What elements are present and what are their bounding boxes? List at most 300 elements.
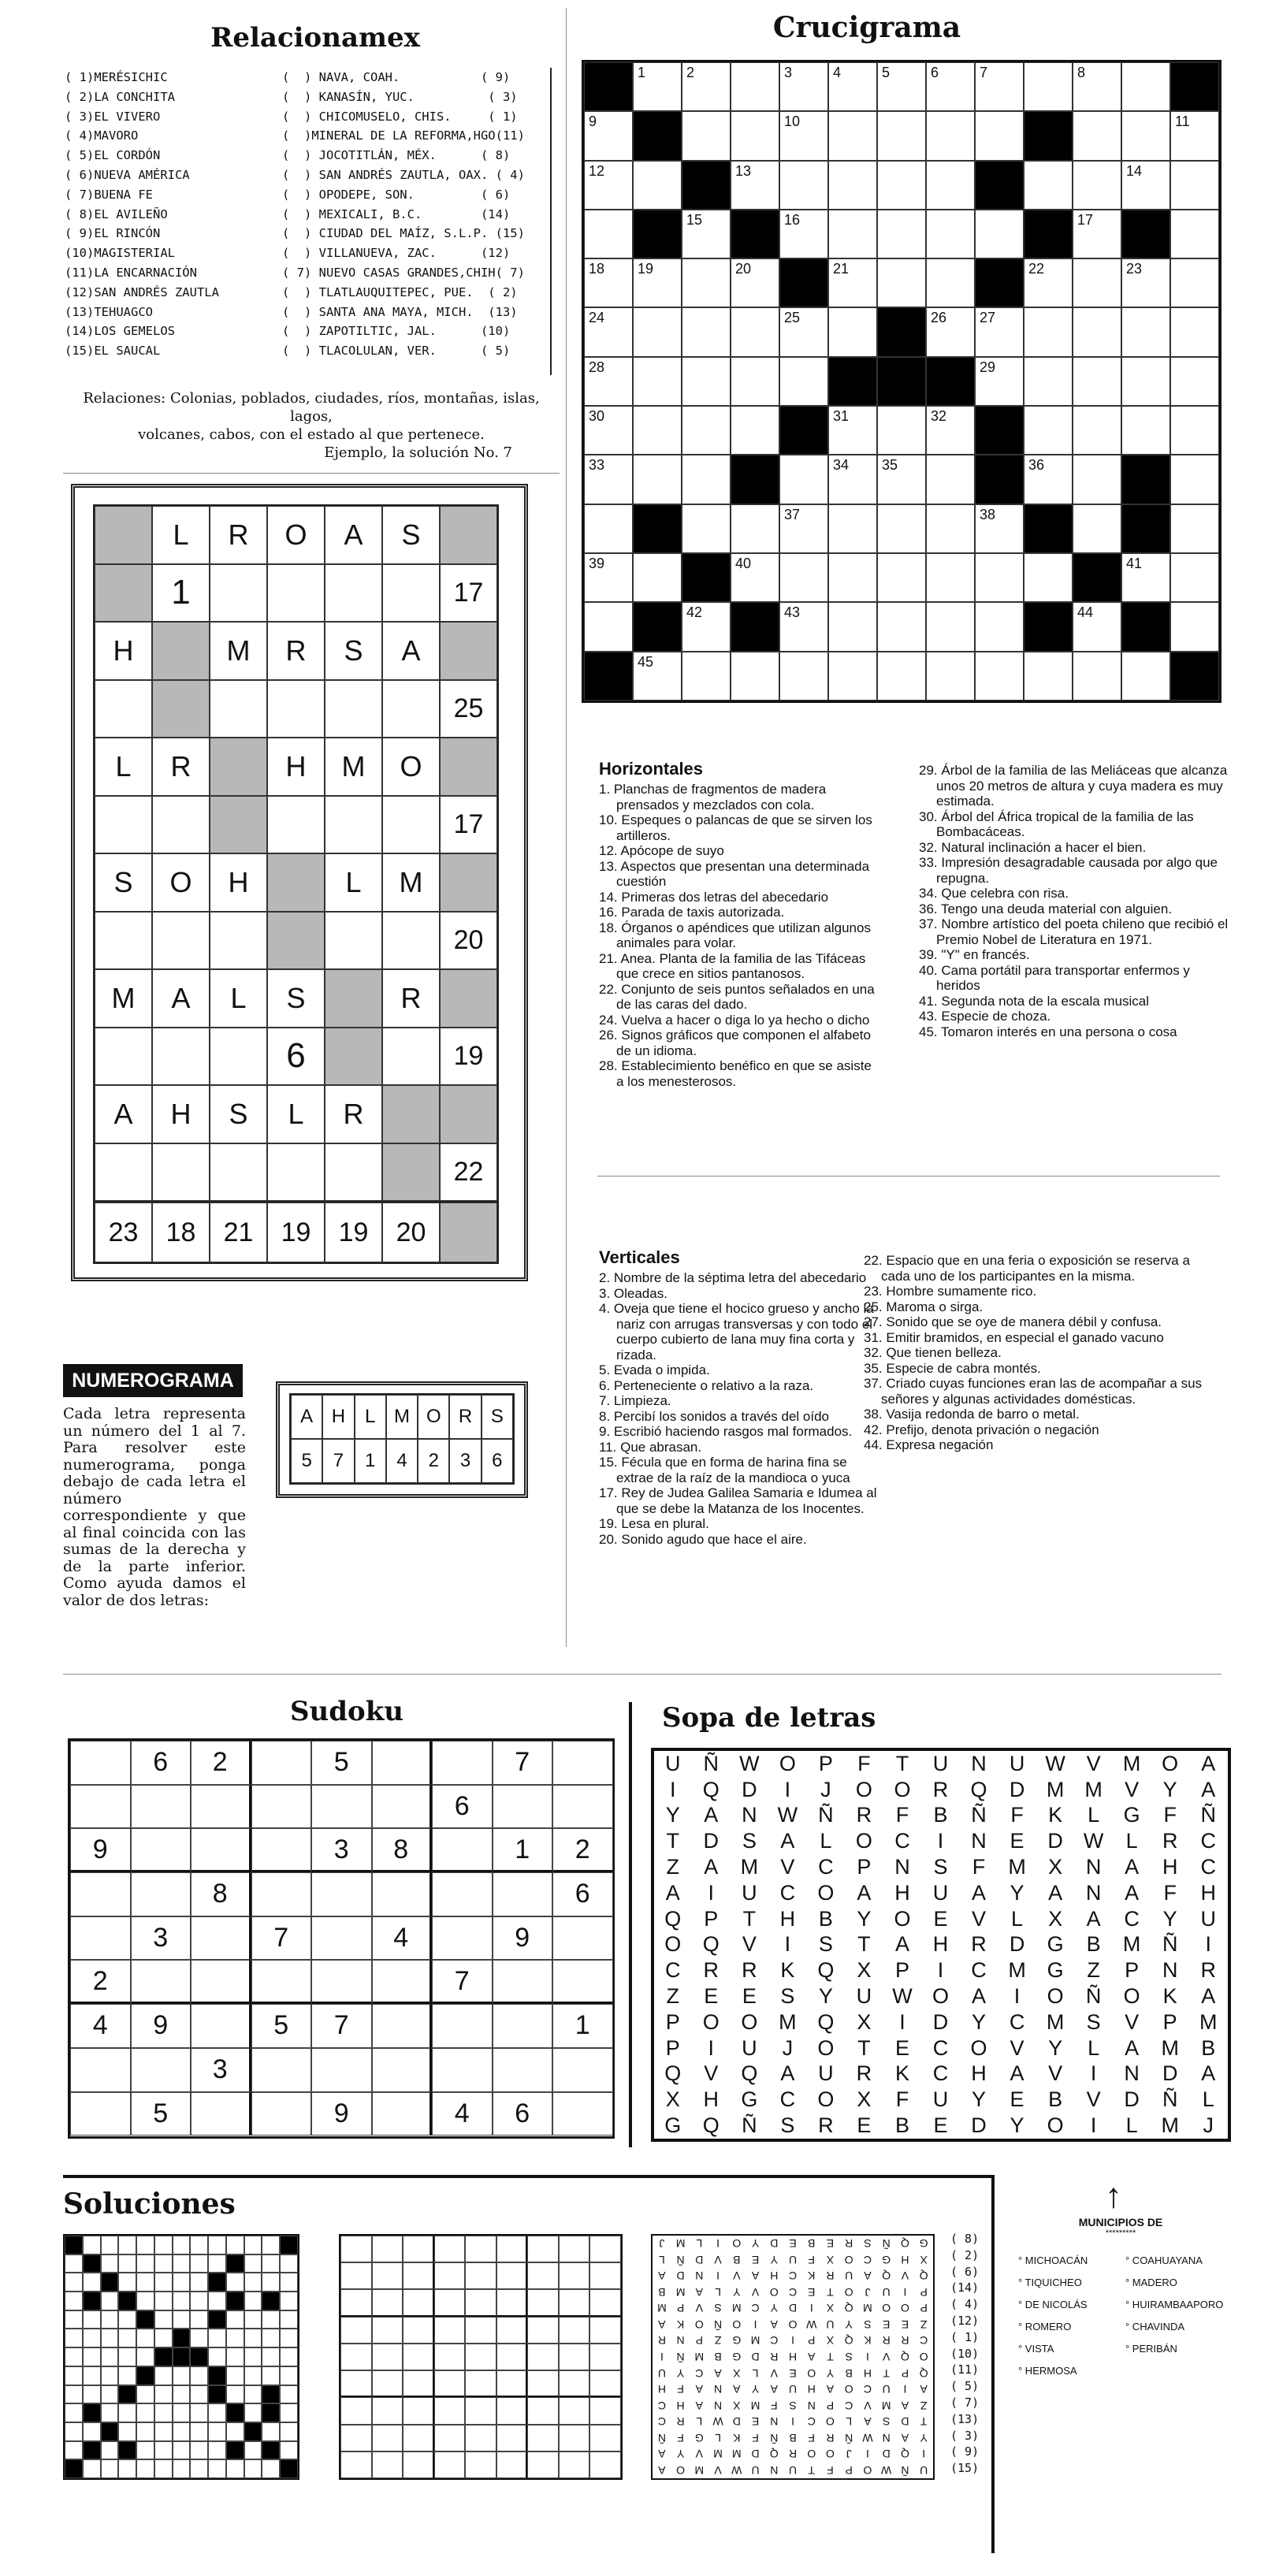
word-search-letter[interactable]: E [933, 2113, 949, 2138]
sudoku-empty-cell[interactable] [311, 2048, 372, 2092]
crossword-cell[interactable] [1024, 62, 1073, 111]
sudoku-empty-cell[interactable] [131, 1785, 192, 1829]
sudoku-empty-cell[interactable] [493, 2004, 553, 2048]
crossword-cell[interactable] [975, 210, 1024, 258]
word-search-letter[interactable]: Q [702, 2113, 720, 2138]
crossword-cell[interactable] [1170, 307, 1219, 356]
word-search-letter[interactable]: C [971, 1958, 987, 1983]
crossword-cell[interactable] [1024, 258, 1073, 307]
sudoku-empty-cell[interactable] [432, 2004, 493, 2048]
sudoku-empty-cell[interactable] [191, 2092, 251, 2136]
crossword-cell[interactable] [1170, 406, 1219, 455]
word-search-letter[interactable]: S [780, 2113, 796, 2138]
crossword-cell[interactable] [1024, 455, 1073, 504]
word-search-letter[interactable]: P [665, 2009, 681, 2034]
crossword-cell[interactable] [877, 62, 926, 111]
numerograma-cell[interactable] [95, 1143, 152, 1202]
crossword-cell[interactable] [926, 62, 975, 111]
crossword-cell[interactable] [779, 504, 828, 553]
numerograma-grid[interactable] [93, 504, 499, 1203]
word-search-letter[interactable]: D [1047, 1829, 1064, 1853]
crossword-cell[interactable] [779, 62, 828, 111]
sudoku-empty-cell[interactable] [70, 2092, 131, 2136]
crossword-cell[interactable] [828, 62, 877, 111]
word-search-letter[interactable]: L [1088, 2035, 1101, 2060]
word-search-letter[interactable]: V [972, 1906, 987, 1931]
crossword-cell[interactable] [682, 455, 731, 504]
crossword-cell[interactable] [1073, 504, 1121, 553]
word-search-letter[interactable]: M [1122, 1932, 1142, 1957]
word-search-letter[interactable]: E [894, 2035, 910, 2060]
crossword-cell[interactable] [682, 602, 731, 651]
word-search-letter[interactable]: O [894, 1906, 912, 1931]
numerograma-cell[interactable] [267, 1143, 325, 1202]
word-search-letter[interactable]: A [1125, 2035, 1140, 2060]
word-search-letter[interactable]: G [664, 2113, 682, 2138]
crossword-cell[interactable] [1170, 553, 1219, 602]
word-search-letter[interactable]: C [932, 2061, 950, 2086]
crossword-cell[interactable] [682, 62, 731, 111]
crossword-cell[interactable] [828, 652, 877, 701]
word-search-letter[interactable]: A [972, 1880, 987, 1905]
crossword-cell[interactable] [682, 111, 731, 160]
word-search-letter[interactable]: A [1010, 2061, 1025, 2086]
word-search-letter[interactable]: C [1200, 1829, 1217, 1853]
crossword-cell[interactable] [926, 161, 975, 210]
word-search-letter[interactable]: I [899, 2009, 906, 2034]
crossword-cell[interactable] [1121, 357, 1170, 406]
word-search-letter[interactable]: R [742, 1958, 758, 1983]
crossword-cell[interactable] [1024, 161, 1073, 210]
crossword-cell[interactable] [1073, 652, 1121, 701]
sudoku-empty-cell[interactable] [251, 1960, 312, 2004]
word-search-letter[interactable]: N [971, 1829, 987, 1853]
word-search-letter[interactable]: S [1086, 2009, 1102, 2034]
crossword-cell[interactable] [1024, 307, 1073, 356]
numerograma-cell[interactable] [210, 680, 267, 738]
word-search-letter[interactable]: V [1086, 2087, 1102, 2112]
sudoku-empty-cell[interactable] [70, 1916, 131, 1961]
crossword-cell[interactable] [731, 406, 779, 455]
crossword-cell[interactable] [1073, 602, 1121, 651]
word-search-letter[interactable]: A [1125, 1880, 1140, 1905]
crossword-cell[interactable] [1073, 111, 1121, 160]
word-search-letter[interactable]: A [857, 1880, 872, 1905]
word-search-letter[interactable]: S [933, 1855, 949, 1879]
word-search-letter[interactable]: K [894, 2061, 910, 2086]
crossword-cell[interactable] [731, 504, 779, 553]
crossword-cell[interactable] [1073, 258, 1121, 307]
word-search-letter[interactable]: U [1200, 1906, 1217, 1931]
sudoku-empty-cell[interactable] [552, 2048, 613, 2092]
crossword-cell[interactable] [584, 258, 633, 307]
crossword-cell[interactable] [633, 553, 682, 602]
word-search-letter[interactable]: M [779, 2009, 798, 2034]
crossword-cell[interactable] [975, 602, 1024, 651]
word-search-letter[interactable]: Z [1087, 1958, 1101, 1983]
crossword-cell[interactable] [828, 504, 877, 553]
crossword-cell[interactable] [779, 111, 828, 160]
word-search-letter[interactable]: F [1163, 1880, 1177, 1905]
word-search-letter[interactable]: H [703, 2087, 720, 2112]
word-search-letter[interactable]: I [1013, 1984, 1021, 2009]
word-search-letter[interactable]: P [704, 1906, 720, 1931]
word-search-letter[interactable]: V [704, 2061, 720, 2086]
word-search-letter[interactable]: K [1162, 1984, 1178, 2009]
word-search-letter[interactable]: M [1046, 2009, 1065, 2034]
crossword-cell[interactable] [731, 161, 779, 210]
sudoku-empty-cell[interactable] [493, 2048, 553, 2092]
word-search-letter[interactable]: N [894, 1855, 911, 1879]
crossword-cell[interactable] [1121, 652, 1170, 701]
word-search-letter[interactable]: X [665, 2087, 681, 2112]
word-search-letter[interactable]: S [780, 1984, 796, 2009]
crossword-cell[interactable] [1170, 602, 1219, 651]
crossword-cell[interactable] [975, 111, 1024, 160]
numerograma-cell[interactable] [325, 796, 382, 854]
word-search-letter[interactable]: A [780, 1829, 796, 1853]
word-search-letter[interactable]: Z [666, 1984, 681, 2009]
word-search-letter[interactable]: R [856, 1803, 873, 1827]
crossword-cell[interactable] [877, 161, 926, 210]
word-search-letter[interactable]: R [703, 1958, 720, 1983]
word-search-letter[interactable]: O [1047, 2113, 1065, 2138]
word-search-letter[interactable]: F [1163, 1803, 1177, 1827]
word-search-letter[interactable]: V [742, 1932, 757, 1957]
word-search-letter[interactable]: L [820, 1829, 833, 1853]
word-search-letter[interactable]: M [1008, 1958, 1027, 1983]
crossword-cell[interactable] [828, 602, 877, 651]
sudoku-empty-cell[interactable] [372, 2048, 433, 2092]
sudoku-empty-cell[interactable] [251, 2092, 312, 2136]
crossword-cell[interactable] [926, 210, 975, 258]
word-search-letter[interactable]: Q [970, 1777, 988, 1801]
word-search-letter[interactable]: M [1199, 2009, 1218, 2034]
word-search-letter[interactable]: C [818, 1855, 835, 1879]
word-search-letter[interactable]: V [1125, 1777, 1140, 1801]
word-search-letter[interactable]: H [932, 1932, 950, 1957]
crossword-cell[interactable] [877, 258, 926, 307]
sudoku-empty-cell[interactable] [191, 1828, 251, 1872]
crossword-cell[interactable] [1121, 111, 1170, 160]
crossword-cell[interactable] [1170, 504, 1219, 553]
word-search-letter[interactable]: A [972, 1984, 987, 2009]
word-search-letter[interactable]: U [818, 2061, 835, 2086]
crossword-cell[interactable] [1073, 307, 1121, 356]
crossword-cell[interactable] [1073, 62, 1121, 111]
crossword-cell[interactable] [975, 357, 1024, 406]
sudoku-empty-cell[interactable] [311, 1785, 372, 1829]
crossword-cell[interactable] [1121, 258, 1170, 307]
word-search-letter[interactable]: W [777, 1803, 799, 1827]
sudoku-empty-cell[interactable] [131, 2048, 192, 2092]
word-search-letter[interactable]: T [895, 1751, 910, 1775]
word-search-letter[interactable]: D [703, 1829, 720, 1853]
crossword-cell[interactable] [1121, 553, 1170, 602]
word-search-letter[interactable]: P [857, 1855, 872, 1879]
word-search-letter[interactable]: A [1201, 1777, 1217, 1801]
word-search-letter[interactable]: B [933, 1803, 949, 1827]
numerograma-cell[interactable] [382, 912, 440, 970]
crossword-cell[interactable] [682, 210, 731, 258]
word-search-letter[interactable]: Y [1048, 2035, 1064, 2060]
word-search-letter[interactable]: Q [702, 1932, 720, 1957]
word-search-letter[interactable]: C [1200, 1855, 1217, 1879]
word-search-letter[interactable]: Ñ [1162, 2087, 1179, 2112]
sudoku-empty-cell[interactable] [372, 1785, 433, 1829]
sudoku-empty-cell[interactable] [372, 1741, 433, 1785]
crossword-cell[interactable] [877, 210, 926, 258]
crossword-cell[interactable] [828, 161, 877, 210]
word-search-letter[interactable]: Ñ [971, 1803, 987, 1827]
crossword-cell[interactable] [584, 406, 633, 455]
crossword-cell[interactable] [731, 258, 779, 307]
sudoku-empty-cell[interactable] [191, 1785, 251, 1829]
word-search-letter[interactable]: Y [1010, 1880, 1025, 1905]
word-search-letter[interactable]: P [818, 1751, 834, 1775]
sudoku-empty-cell[interactable] [372, 2004, 433, 2048]
word-search-letter[interactable]: Y [972, 2087, 987, 2112]
sudoku-empty-cell[interactable] [552, 1785, 613, 1829]
sudoku-empty-cell[interactable] [493, 1960, 553, 2004]
crossword-cell[interactable] [1073, 406, 1121, 455]
crossword-cell[interactable] [633, 357, 682, 406]
word-search-letter[interactable]: T [742, 1906, 757, 1931]
sudoku-empty-cell[interactable] [191, 1916, 251, 1961]
word-search-letter[interactable]: B [1201, 2035, 1217, 2060]
crossword-cell[interactable] [779, 161, 828, 210]
crossword-cell[interactable] [779, 553, 828, 602]
word-search-letter[interactable]: M [1122, 1751, 1142, 1775]
word-search-letter[interactable]: O [894, 1777, 912, 1801]
crossword-cell[interactable] [975, 307, 1024, 356]
numerograma-cell[interactable] [267, 796, 325, 854]
word-search-letter[interactable]: H [894, 1880, 911, 1905]
word-search-letter[interactable]: I [1090, 2061, 1098, 2086]
crossword-cell[interactable] [828, 111, 877, 160]
word-search-letter[interactable]: R [1162, 1829, 1179, 1853]
crossword-cell[interactable] [682, 357, 731, 406]
word-search-letter[interactable]: N [971, 1751, 987, 1775]
numerograma-cell[interactable] [267, 680, 325, 738]
word-search-letter[interactable]: C [665, 1958, 682, 1983]
word-search-letter[interactable]: P [665, 2035, 681, 2060]
sudoku-empty-cell[interactable] [70, 1872, 131, 1916]
numerograma-cell[interactable] [267, 564, 325, 623]
word-search-letter[interactable]: E [704, 1984, 720, 2009]
word-search-letter[interactable]: A [1201, 1984, 1217, 2009]
word-search-letter[interactable]: Ñ [818, 1803, 835, 1827]
word-search-letter[interactable]: J [782, 2035, 794, 2060]
crossword-cell[interactable] [1170, 357, 1219, 406]
word-search-letter[interactable]: X [1048, 1855, 1064, 1879]
sudoku-empty-cell[interactable] [493, 1872, 553, 1916]
crossword-cell[interactable] [584, 455, 633, 504]
sudoku-empty-cell[interactable] [372, 1960, 433, 2004]
word-search-letter[interactable]: E [933, 1906, 949, 1931]
crossword-cell[interactable] [926, 652, 975, 701]
word-search-letter[interactable]: N [1162, 1958, 1179, 1983]
crossword-cell[interactable] [1170, 111, 1219, 160]
sudoku-empty-cell[interactable] [552, 1960, 613, 2004]
crossword-cell[interactable] [828, 210, 877, 258]
crossword-cell[interactable] [779, 455, 828, 504]
word-search-letter[interactable]: Y [857, 1906, 872, 1931]
word-search-letter[interactable]: O [1162, 1751, 1180, 1775]
sudoku-empty-cell[interactable] [70, 1741, 131, 1785]
word-search-letter[interactable]: A [665, 1880, 681, 1905]
crossword-cell[interactable] [1170, 258, 1219, 307]
numerograma-cell[interactable] [325, 564, 382, 623]
word-search-letter[interactable]: X [857, 1958, 872, 1983]
numerograma-cell[interactable] [152, 1028, 210, 1086]
word-search-letter[interactable]: M [1046, 1777, 1065, 1801]
word-search-letter[interactable]: M [1084, 1777, 1103, 1801]
numerograma-cell[interactable]: 6 [267, 1028, 325, 1086]
word-search-letter[interactable]: Ñ [1085, 1984, 1103, 2009]
word-search-letter[interactable]: Y [972, 2009, 987, 2034]
crossword-cell[interactable] [877, 111, 926, 160]
word-search-letter[interactable]: X [857, 2009, 872, 2034]
crossword-cell[interactable] [1121, 307, 1170, 356]
crossword-cell[interactable] [1024, 406, 1073, 455]
numerograma-cell[interactable] [382, 796, 440, 854]
word-search-letter[interactable]: A [704, 1855, 720, 1879]
word-search-letter[interactable]: X [857, 2087, 872, 2112]
crossword-cell[interactable] [633, 62, 682, 111]
crossword-cell[interactable] [731, 553, 779, 602]
word-search-letter[interactable]: Ñ [1200, 1803, 1217, 1827]
crossword-cell[interactable] [1073, 161, 1121, 210]
sudoku-empty-cell[interactable] [251, 1828, 312, 1872]
word-search-letter[interactable]: C [779, 2087, 797, 2112]
word-search-letter[interactable]: H [1162, 1855, 1179, 1879]
word-search-letter[interactable]: U [742, 1880, 758, 1905]
word-search-letter[interactable]: D [1124, 2087, 1140, 2112]
word-search-letter[interactable]: V [780, 1855, 796, 1879]
word-search-letter[interactable]: P [1162, 2009, 1178, 2034]
word-search-letter[interactable]: S [818, 1932, 834, 1957]
numerograma-cell[interactable] [210, 1143, 267, 1202]
crossword-cell[interactable] [633, 455, 682, 504]
word-search-letter[interactable]: M [1161, 2035, 1180, 2060]
crossword-cell[interactable] [779, 357, 828, 406]
word-search-letter[interactable]: Z [666, 1855, 681, 1879]
sudoku-empty-cell[interactable] [552, 1916, 613, 1961]
crossword-cell[interactable] [731, 652, 779, 701]
sudoku-empty-cell[interactable] [311, 1872, 372, 1916]
crossword-cell[interactable] [633, 406, 682, 455]
word-search-letter[interactable]: K [1048, 1803, 1064, 1827]
word-search-letter[interactable]: U [742, 2035, 758, 2060]
word-search-letter[interactable]: N [1124, 2061, 1140, 2086]
word-search-letter[interactable]: I [670, 1777, 677, 1801]
sudoku-grid[interactable] [68, 1738, 615, 2139]
word-search-letter[interactable]: C [894, 1829, 911, 1853]
crossword-cell[interactable] [926, 553, 975, 602]
word-search-letter[interactable]: Q [702, 1777, 720, 1801]
crossword-cell[interactable] [682, 406, 731, 455]
word-search-letter[interactable]: I [1205, 1932, 1212, 1957]
word-search-letter[interactable]: B [894, 2113, 910, 2138]
crossword-cell[interactable] [828, 258, 877, 307]
crossword-cell[interactable] [779, 652, 828, 701]
word-search-letter[interactable]: W [1045, 1751, 1066, 1775]
sudoku-empty-cell[interactable] [191, 1960, 251, 2004]
word-search-letter[interactable]: C [779, 1880, 797, 1905]
crossword-cell[interactable] [584, 210, 633, 258]
numerograma-cell[interactable] [152, 912, 210, 970]
word-search-letter[interactable]: J [1203, 2113, 1214, 2138]
crossword-cell[interactable] [584, 161, 633, 210]
crossword-cell[interactable] [1073, 455, 1121, 504]
crossword-cell[interactable] [731, 307, 779, 356]
word-search-letter[interactable]: O [817, 2035, 835, 2060]
crossword-cell[interactable] [1073, 357, 1121, 406]
crossword-cell[interactable] [828, 406, 877, 455]
word-search-letter[interactable]: T [666, 1829, 681, 1853]
word-search-letter[interactable]: O [931, 1984, 950, 2009]
crossword-cell[interactable] [779, 602, 828, 651]
sudoku-empty-cell[interactable] [251, 1872, 312, 1916]
word-search-letter[interactable]: I [708, 1880, 716, 1905]
crossword-cell[interactable] [975, 62, 1024, 111]
word-search-letter[interactable]: B [818, 1906, 834, 1931]
word-search-letter[interactable]: A [704, 1803, 720, 1827]
word-search-letter[interactable]: P [1125, 1958, 1140, 1983]
sudoku-empty-cell[interactable] [372, 2092, 433, 2136]
crossword-cell[interactable] [926, 111, 975, 160]
numerograma-cell[interactable] [152, 796, 210, 854]
crossword-cell[interactable] [1024, 553, 1073, 602]
word-search-letter[interactable]: U [856, 1984, 873, 2009]
sudoku-empty-cell[interactable] [251, 2048, 312, 2092]
numerograma-cell[interactable] [382, 1028, 440, 1086]
word-search-letter[interactable]: W [739, 1751, 760, 1775]
word-search-letter[interactable]: S [742, 1829, 757, 1853]
sudoku-empty-cell[interactable] [372, 1872, 433, 1916]
crossword-cell[interactable] [877, 406, 926, 455]
word-search-letter[interactable]: W [1083, 1829, 1105, 1853]
crossword-cell[interactable] [877, 553, 926, 602]
word-search-letter[interactable]: H [779, 1906, 797, 1931]
sudoku-empty-cell[interactable] [70, 2048, 131, 2092]
word-search-letter[interactable]: V [1125, 2009, 1140, 2034]
crossword-cell[interactable] [1073, 210, 1121, 258]
word-search-grid[interactable] [651, 1748, 1231, 2142]
crossword-cell[interactable] [1170, 455, 1219, 504]
word-search-letter[interactable]: K [780, 1958, 796, 1983]
sudoku-empty-cell[interactable] [432, 1916, 493, 1961]
word-search-letter[interactable]: I [708, 2035, 716, 2060]
word-search-letter[interactable]: O [779, 1751, 797, 1775]
word-search-letter[interactable]: V [1048, 2061, 1064, 2086]
word-search-letter[interactable]: F [895, 2087, 910, 2112]
crossword-cell[interactable] [584, 553, 633, 602]
word-search-letter[interactable]: J [820, 1777, 832, 1801]
crossword-cell[interactable] [633, 652, 682, 701]
numerograma-cell[interactable] [210, 564, 267, 623]
word-search-letter[interactable]: U [932, 2087, 950, 2112]
word-search-letter[interactable]: L [1125, 2113, 1139, 2138]
crossword-cell[interactable] [828, 553, 877, 602]
sudoku-empty-cell[interactable] [493, 1785, 553, 1829]
word-search-letter[interactable]: R [1200, 1958, 1217, 1983]
crossword-cell[interactable] [1121, 406, 1170, 455]
word-search-letter[interactable]: R [818, 2113, 835, 2138]
word-search-letter[interactable]: B [1086, 1932, 1102, 1957]
word-search-letter[interactable]: E [1010, 1829, 1025, 1853]
